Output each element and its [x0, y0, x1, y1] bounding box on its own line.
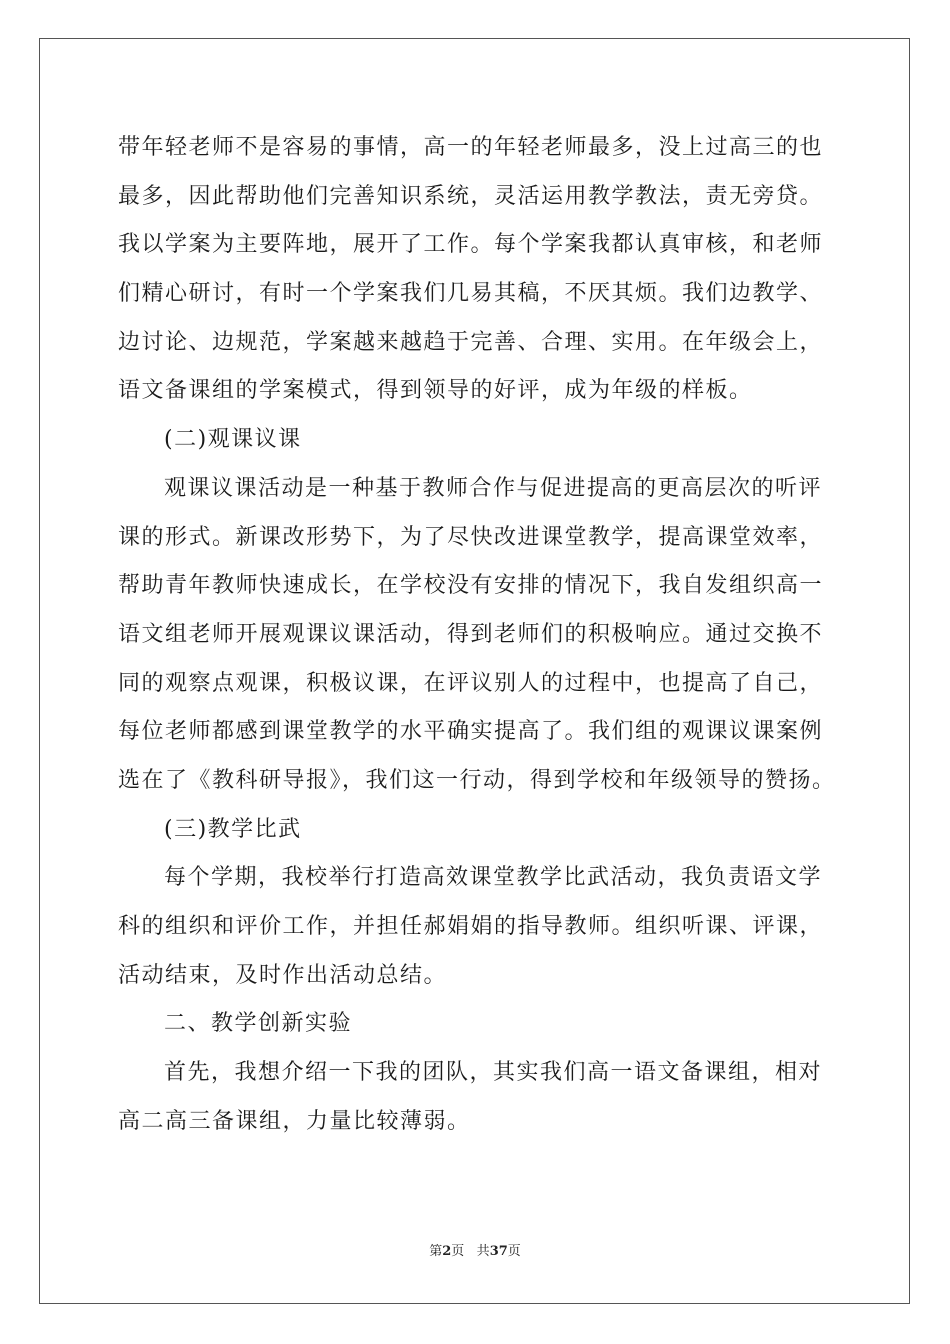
text-line: 语文备课组的学案模式，得到领导的好评，成为年级的样板。 — [118, 378, 753, 404]
section-heading: (二)观课议课 — [164, 427, 302, 453]
section-heading: (三)教学比武 — [164, 816, 302, 842]
total-prefix: 共 — [476, 1244, 490, 1259]
text-line: 课的形式。新课改形势下，为了尽快改进课堂教学，提高课堂效率， — [118, 524, 824, 550]
section-heading: 二、教学创新实验 — [164, 1011, 353, 1037]
text-line: 高二高三备课组，力量比较薄弱。 — [118, 1108, 471, 1134]
text-line: 科的组织和评价工作，并担任郝娟娟的指导教师。组织听课、评课， — [118, 914, 824, 939]
page-prefix: 第 — [429, 1244, 443, 1259]
text-line: 们精心研讨，有时一个学案我们几易其稿，不厌其烦。我们边教学、 — [118, 281, 824, 307]
text-line: 边讨论、边规范，学案越来越趋于完善、合理、实用。在年级会上， — [118, 329, 824, 355]
text-line: 活动结束，及时作出活动总结。 — [118, 962, 448, 988]
text-line: 首先，我想介绍一下我的团队，其实我们高一语文备课组，相对 — [164, 1060, 823, 1086]
page-number: 2 — [442, 1244, 452, 1259]
total-suffix: 页 — [507, 1244, 521, 1259]
text-line: 带年轻老师不是容易的事情，高一的年轻老师最多，没上过高三的也 — [118, 135, 824, 160]
text-line: 语文组老师开展观课议课活动，得到老师们的积极响应。通过交换不 — [118, 621, 824, 647]
text-line: 同的观察点观课，积极议课，在评议别人的过程中，也提高了自己， — [118, 670, 824, 696]
text-line: 最多，因此帮助他们完善知识系统，灵活运用教学教法，责无旁贷。 — [118, 183, 824, 209]
text-line: 选在了《教科研导报》，我们这一行动，得到学校和年级领导的赞扬。 — [118, 767, 836, 793]
text-line: 每个学期，我校举行打造高效课堂教学比武活动，我负责语文学 — [164, 865, 823, 891]
page-footer — [0, 1240, 950, 1259]
text-line: 每位老师都感到课堂教学的水平确实提高了。我们组的观课议课案例 — [118, 719, 824, 745]
total-pages: 37 — [489, 1244, 508, 1259]
text-line: 我以学案为主要阵地，展开了工作。每个学案我都认真审核，和老师 — [118, 232, 824, 258]
document-body — [118, 124, 848, 1146]
page-suffix: 页 — [451, 1244, 465, 1259]
text-line: 帮助青年教师快速成长，在学校没有安排的情况下，我自发组织高一 — [118, 573, 824, 599]
text-line: 观课议课活动是一种基于教师合作与促进提高的更高层次的听评 — [164, 475, 823, 501]
